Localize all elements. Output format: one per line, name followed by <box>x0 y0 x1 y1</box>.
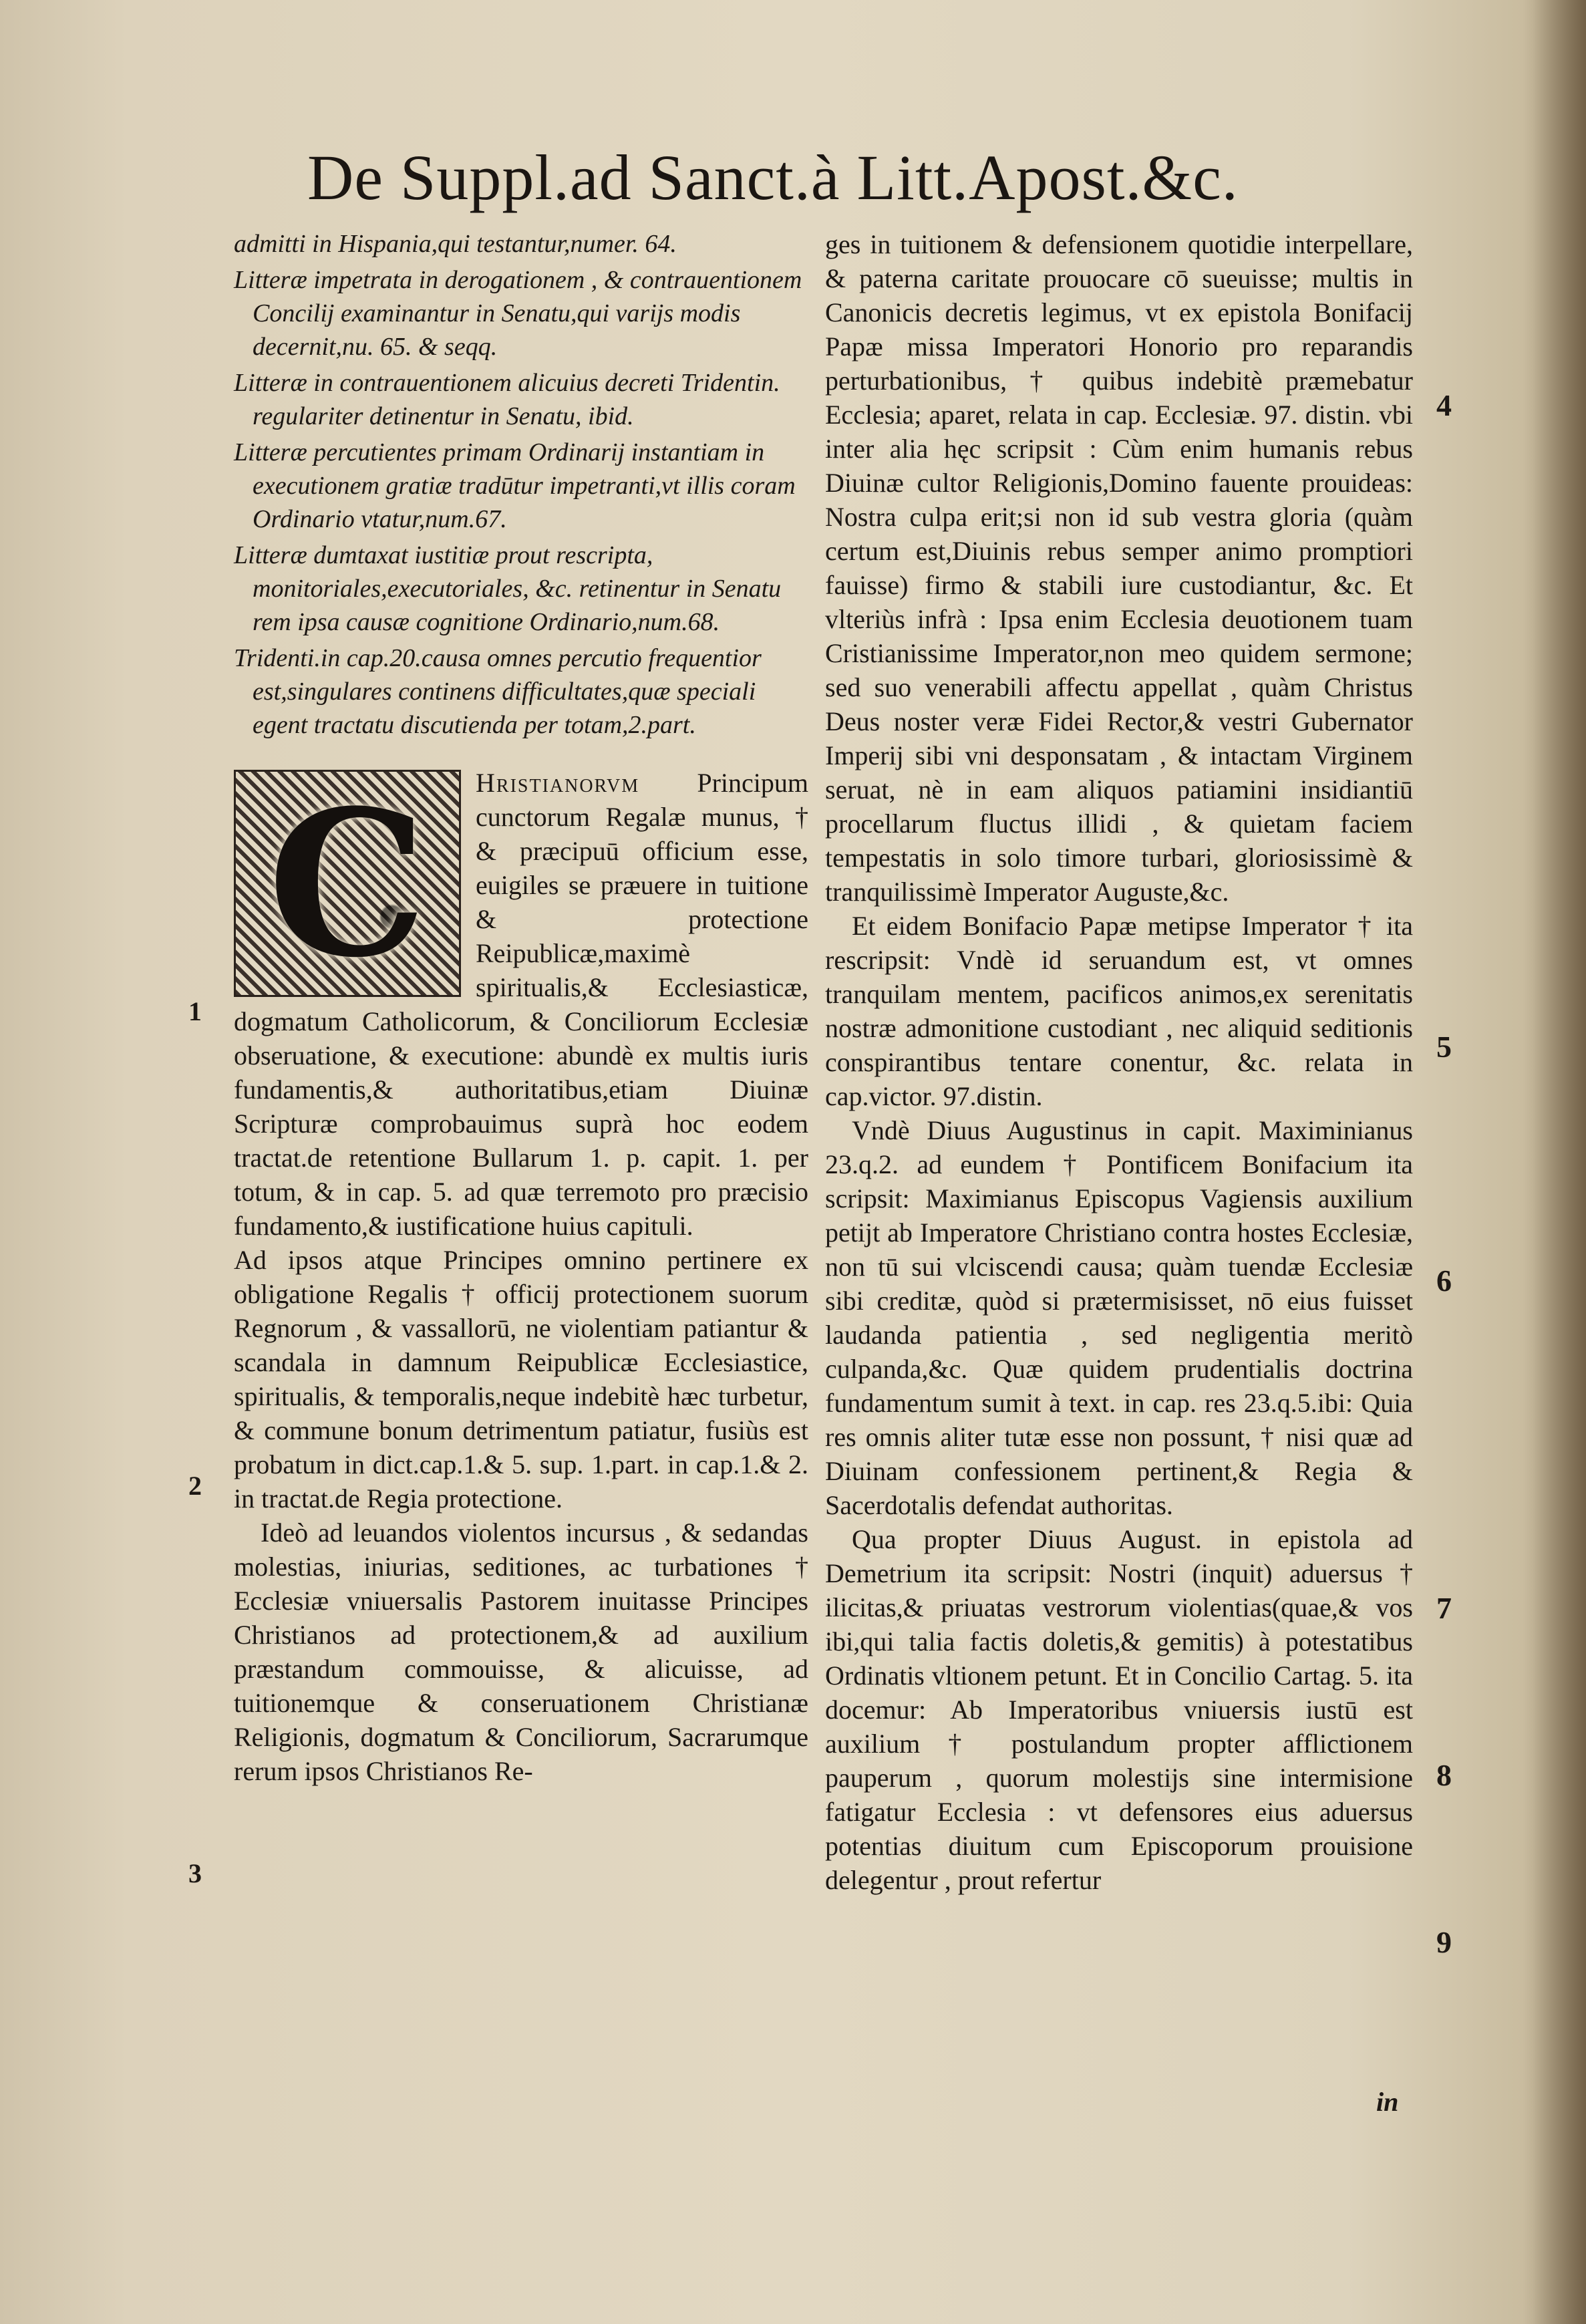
catchword: in <box>1376 2087 1399 2117</box>
paragraph-text: Principum cunctorum Regalæ munus, † & præcipuū officium esse, euigiles se præuere in tuitione & protectione Reipublicæ,maximè spiritualis,& Ecclesiasticæ, dogmatum Catholicorum, & Conciliorum Ecclesiæ obseruatione, & executione: abundè ex multis iuris fundamentis,& authoritatibus,etiam Diuinæ Scripturæ comprobauimus suprà hoc eodem tractat.de retentione Bullarum 1. p. capit. 1. per totum, & in cap. 5. ad quæ terremoto pro præcisio fundamento,& iustificatione huius capituli. <box>234 768 808 1241</box>
decorated-initial-letter: C <box>267 766 428 1002</box>
decorated-initial <box>234 766 461 1002</box>
margin-number: 4 <box>1436 388 1452 422</box>
paragraph: Ideò ad leuandos violentos incursus , & sedandas molestias, iniurias, seditiones, ac turbationes † Ecclesiæ vniuersalis Pastorem inuitasse Principes Christianos ad protectionem,& ad auxilium præstandum commouisse, & alicuisse, ad tuitionemque & conseruationem Christianæ Religionis, dogmatum & Conciliorum, Sacrarumque rerum ipsos Christianos Re- <box>234 1517 808 1786</box>
margin-number: 3 <box>188 1858 202 1888</box>
margin-number: 8 <box>1436 1758 1452 1792</box>
paragraph: Qua propter Diuus August. in epistola ad Demetrium ita scripsit: Nostri (inquit) aduersus † ilicitas,& priuatas vestrorum violentias(quae,& vos ibi,qui talia factis doletis,& gemitis) à potestatibus Ordinatis vltionem petunt. Et in Concilio Cartag. 5. ita docemur: Ab Imperatoribus vniuersis iustū est auxilium † postulandum propter afflictionem pauperum , quorum molestijs sine intermisione fatigatur Ecclesia : vt defensores eius aduersus potentias diuitum cum Episcoporum prouisione delegentur , prout refertur <box>825 1524 1413 1895</box>
gutter-shadow <box>1533 0 1586 2324</box>
index-entry: Litteræ dumtaxat iustitiæ prout rescripta, monitoriales,executoriales, &c. retinentur in Senatu rem ipsa causæ cognitione Ordinario,num.68. <box>234 541 782 636</box>
margin-number: 5 <box>1436 1030 1452 1064</box>
margin-number: 6 <box>1436 1264 1452 1298</box>
margin-number: 9 <box>1436 1925 1452 1959</box>
index-entry: Litteræ percutientes primam Ordinarij instantiam in executionem gratiæ tradūtur impetranti,vt illis coram Ordinario vtatur,num.67. <box>234 438 796 533</box>
chapter-opening <box>234 766 808 1243</box>
index-entry: Litteræ in contrauentionem alicuius decreti Tridentin. regulariter detinentur in Senatu, ibid. <box>234 369 780 430</box>
margin-number: 1 <box>188 996 202 1026</box>
right-column <box>825 227 1413 1897</box>
paragraph: ges in tuitionem & defensionem quotidie interpellare, & paterna caritate prouocare cō sueuisse; multis in Canonicis decretis legimus, vt ex epistola Bonifacij Papæ missa Imperatori Honorio pro reparandis perturbationibus, † quibus indebitè præmebatur Ecclesia; aparet, relata in cap. Ecclesiæ. 97. distin. vbi inter alia hęc scripsit : Cùm enim humanis rebus Diuinæ cultor Religionis,Domino fauente prouideas: Nostra culpa erit;si non id sub vestra gloria (quàm certum est,Diuinis rebus semper animo promptiori fauisse) firmo & stabili iure custodiantur, &c. Et vlteriùs infrà : Ipsa enim Ecclesia deuotionem tuam Cristianissime Imperator,non meo quidem sermone; sed suo venerabili affectu appellat , quàm Christus Deus noster veræ Fidei Rector,& vestri Gubernator Imperij sibi vni desponsatam , & intactam Virginem seruat, nè in eam aliquos patiamini insidiantiū procellarum fluctus illidi , & quietam faciem tempestatis in solo timore turbari, gloriosissimè & tranquilissimè Imperator Auguste,&c. <box>825 229 1413 907</box>
index-entry: admitti in Hispania,qui testantur,numer. 64. <box>234 230 677 258</box>
index-entry: Litteræ impetrata in derogationem , & contrauentionem Concilij examinantur in Senatu,qui varijs modis decernit,nu. 65. & seqq. <box>234 266 802 361</box>
running-head: De Suppl.ad Sanct.à Litt.Apost.&c. <box>307 142 1239 213</box>
paragraph: Et eidem Bonifacio Papæ metipse Imperator † ita rescripsit: Vndè id seruandum est, vt omnes tranquilam mentem, pacificos animos,ex serenitatis nostræ admonitione custodiant , nec aliquid seditionis conspirantibus tentare conentur, &c. relata in cap.victor. 97.distin. <box>825 911 1413 1111</box>
opening-word: Hristianorvm <box>476 768 640 798</box>
paragraph: Vndè Diuus Augustinus in capit. Maximinianus 23.q.2. ad eundem † Pontificem Bonifacium ita scripsit: Maximianus Episcopus Vagiensis auxilium petijt ab Imperatore Christiano contra hostes Ecclesiæ, non tū sui vlciscendi causa; quàm tuendæ Ecclesiæ sibi creditæ, quòd si prætermisisset, nō eius fuisset laudanda patientia , sed negligentia meritò culpanda,&c. Quæ quidem prudentialis doctrina fundamentum sumit à text. in cap. res 23.q.5.ibi: Quia res omnis aliter tutæ esse non possunt, † nisi quæ ad Diuinam confessionem pertinent,& Regia & Sacerdotalis defendat authoritas. <box>825 1115 1413 1520</box>
index-entry: Tridenti.in cap.20.causa omnes percutio frequentior est,singulares continens difficultates,quæ speciali egent tractatu discutienda per totam,2.part. <box>234 644 762 739</box>
left-column <box>234 227 808 1788</box>
paragraph: Ad ipsos atque Principes omnino pertinere ex obligatione Regalis † officij protectionem suorum Regnorum , & vassallorū, ne violentiam patiantur & scandala in damnum Reipublicæ Ecclesiastice, spiritualis, & temporalis,neque indebitè hæc turbetur, & commune bonum detrimentum patiatur, fusiùs est probatum in dict.cap.1.& 5. sup. 1.part. in cap.1.& 2. in tractat.de Regia protectione. <box>234 1245 808 1513</box>
margin-number: 7 <box>1436 1591 1452 1625</box>
margin-number: 2 <box>188 1471 202 1501</box>
